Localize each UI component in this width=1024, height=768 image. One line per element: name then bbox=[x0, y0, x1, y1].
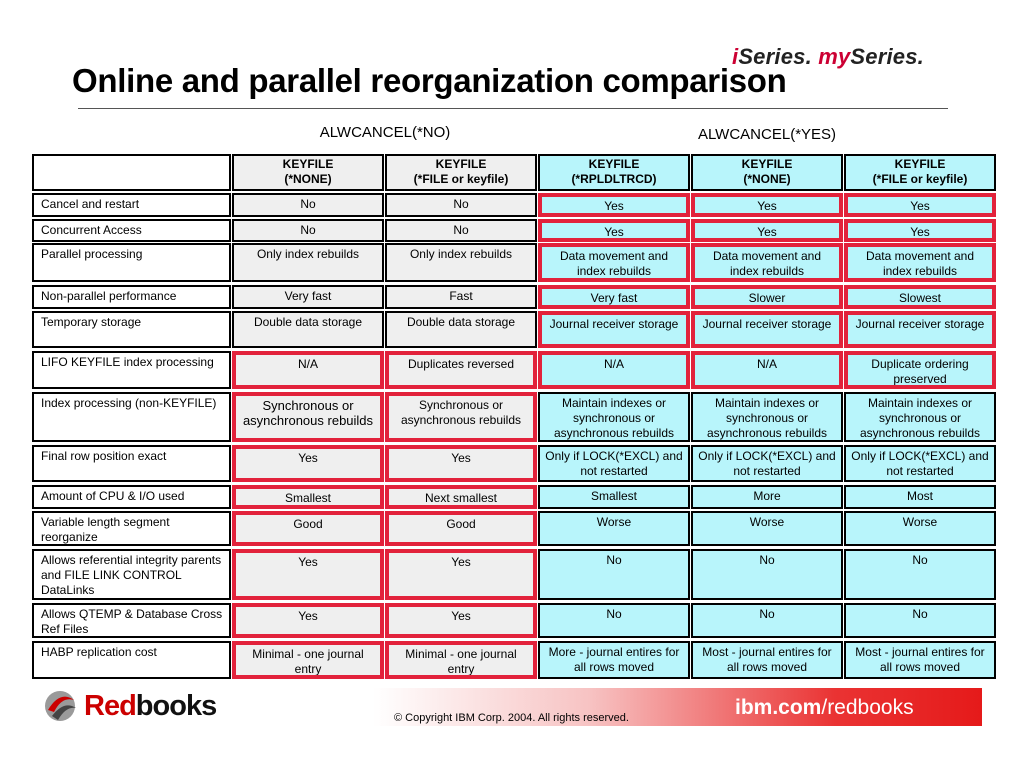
table-cell: Yes bbox=[385, 549, 537, 600]
table-cell: Good bbox=[385, 511, 537, 546]
table-cell: No bbox=[232, 219, 384, 242]
column-header bbox=[844, 154, 996, 191]
row-label: Allows QTEMP & Database Cross Ref Files bbox=[32, 603, 231, 638]
column-header bbox=[691, 154, 843, 191]
table-cell: Data movement and index rebuilds bbox=[844, 243, 996, 282]
row-label: Temporary storage bbox=[32, 311, 231, 348]
table-cell: No bbox=[844, 603, 996, 638]
table-cell: Yes bbox=[232, 445, 384, 482]
table-cell: Very fast bbox=[538, 285, 690, 309]
table-cell: Smallest bbox=[232, 485, 384, 509]
table-cell: Most - journal entires for all rows moved bbox=[844, 641, 996, 679]
column-header-line2: (*FILE or keyfile) bbox=[413, 172, 509, 186]
table-cell: Yes bbox=[691, 193, 843, 217]
table-cell: Journal receiver storage bbox=[691, 311, 843, 348]
table-cell: Duplicates reversed bbox=[385, 351, 537, 389]
table-cell: Maintain indexes or synchronous or asynchronous rebuilds bbox=[844, 392, 996, 442]
header-corner-cell bbox=[32, 154, 231, 191]
table-cell: Maintain indexes or synchronous or asynchronous rebuilds bbox=[538, 392, 690, 442]
table-cell: Worse bbox=[844, 511, 996, 546]
row-label: Non-parallel performance bbox=[32, 285, 231, 309]
table-cell: Minimal - one journal entry bbox=[385, 641, 537, 679]
table-cell: More - journal entires for all rows moved bbox=[538, 641, 690, 679]
column-header-line1: KEYFILE bbox=[435, 157, 487, 171]
table-cell: Yes bbox=[538, 193, 690, 217]
row-label: Parallel processing bbox=[32, 243, 231, 282]
table-cell: Only index rebuilds bbox=[232, 243, 384, 282]
column-header-line2: (*FILE or keyfile) bbox=[872, 172, 968, 186]
column-header-line2: (*RPLDLTRCD) bbox=[571, 172, 657, 186]
table-cell: Yes bbox=[232, 549, 384, 600]
row-label: HABP replication cost bbox=[32, 641, 231, 679]
table-cell: Yes bbox=[844, 193, 996, 217]
table-cell: Worse bbox=[691, 511, 843, 546]
group-header-alwcancel-yes: ALWCANCEL(*YES) bbox=[697, 126, 837, 143]
table-cell: Yes bbox=[844, 219, 996, 242]
table-cell: Most bbox=[844, 485, 996, 509]
table-cell: More bbox=[691, 485, 843, 509]
table-cell: Very fast bbox=[232, 285, 384, 309]
table-cell: Only if LOCK(*EXCL) and not restarted bbox=[538, 445, 690, 482]
copyright-text: © Copyright IBM Corp. 2004. All rights reserved. bbox=[394, 712, 629, 724]
table-cell: No bbox=[691, 603, 843, 638]
group-header-alwcancel-no: ALWCANCEL(*NO) bbox=[319, 124, 451, 141]
table-cell: Yes bbox=[691, 219, 843, 242]
column-header-line1: KEYFILE bbox=[588, 157, 640, 171]
table-cell: No bbox=[538, 549, 690, 600]
table-cell: Fast bbox=[385, 285, 537, 309]
table-cell: Journal receiver storage bbox=[538, 311, 690, 348]
table-cell: Only if LOCK(*EXCL) and not restarted bbox=[691, 445, 843, 482]
table-cell: N/A bbox=[538, 351, 690, 389]
column-header bbox=[385, 154, 537, 191]
table-cell: No bbox=[385, 193, 537, 217]
table-cell: N/A bbox=[691, 351, 843, 389]
table-cell: Worse bbox=[538, 511, 690, 546]
table-cell: No bbox=[691, 549, 843, 600]
table-cell: Most - journal entires for all rows moved bbox=[691, 641, 843, 679]
table-cell: Synchronous or asynchronous rebuilds bbox=[385, 392, 537, 442]
table-cell: Slower bbox=[691, 285, 843, 309]
table-cell: Yes bbox=[538, 219, 690, 242]
column-header-line1: KEYFILE bbox=[741, 157, 793, 171]
table-cell: Smallest bbox=[538, 485, 690, 509]
table-cell: Yes bbox=[385, 603, 537, 638]
table-cell: N/A bbox=[232, 351, 384, 389]
table-cell: Yes bbox=[385, 445, 537, 482]
column-header bbox=[232, 154, 384, 191]
table-cell: No bbox=[232, 193, 384, 217]
column-header bbox=[538, 154, 690, 191]
row-label: Cancel and restart bbox=[32, 193, 231, 217]
column-header-line1: KEYFILE bbox=[894, 157, 946, 171]
column-header-line2: (*NONE) bbox=[284, 172, 332, 186]
table-cell: Maintain indexes or synchronous or asynchronous rebuilds bbox=[691, 392, 843, 442]
table-cell: Data movement and index rebuilds bbox=[691, 243, 843, 282]
table-cell: No bbox=[385, 219, 537, 242]
table-cell: Double data storage bbox=[385, 311, 537, 348]
table-cell: Yes bbox=[232, 603, 384, 638]
table-cell: No bbox=[844, 549, 996, 600]
row-label: Variable length segment reorganize bbox=[32, 511, 231, 546]
ibm-redbooks-link[interactable]: ibm.com/redbooks bbox=[735, 696, 914, 719]
table-cell: Next smallest bbox=[385, 485, 537, 509]
row-label: Concurrent Access bbox=[32, 219, 231, 242]
row-label: Index processing (non-KEYFILE) bbox=[32, 392, 231, 442]
row-label: Amount of CPU & I/O used bbox=[32, 485, 231, 509]
table-cell: No bbox=[538, 603, 690, 638]
table-cell: Minimal - one journal entry bbox=[232, 641, 384, 679]
table-cell: Duplicate ordering preserved bbox=[844, 351, 996, 389]
row-label: Final row position exact bbox=[32, 445, 231, 482]
table-cell: Only index rebuilds bbox=[385, 243, 537, 282]
row-label: LIFO KEYFILE index processing bbox=[32, 351, 231, 389]
page-title: Online and parallel reorganization comparison bbox=[72, 62, 787, 99]
column-header-line1: KEYFILE bbox=[282, 157, 334, 171]
table-cell: Slowest bbox=[844, 285, 996, 309]
column-header-line2: (*NONE) bbox=[743, 172, 791, 186]
table-cell: Synchronous or asynchronous rebuilds bbox=[232, 392, 384, 442]
iseries-myseries-logo: iSeries. mySeries. bbox=[732, 44, 924, 69]
table-cell: Double data storage bbox=[232, 311, 384, 348]
redbooks-wordmark: Redbooks bbox=[84, 690, 217, 722]
table-cell: Good bbox=[232, 511, 384, 546]
row-label: Allows referential integrity parents and FILE LINK CONTROL DataLinks bbox=[32, 549, 231, 600]
table-cell: Only if LOCK(*EXCL) and not restarted bbox=[844, 445, 996, 482]
table-cell: Data movement and index rebuilds bbox=[538, 243, 690, 282]
table-cell: Journal receiver storage bbox=[844, 311, 996, 348]
